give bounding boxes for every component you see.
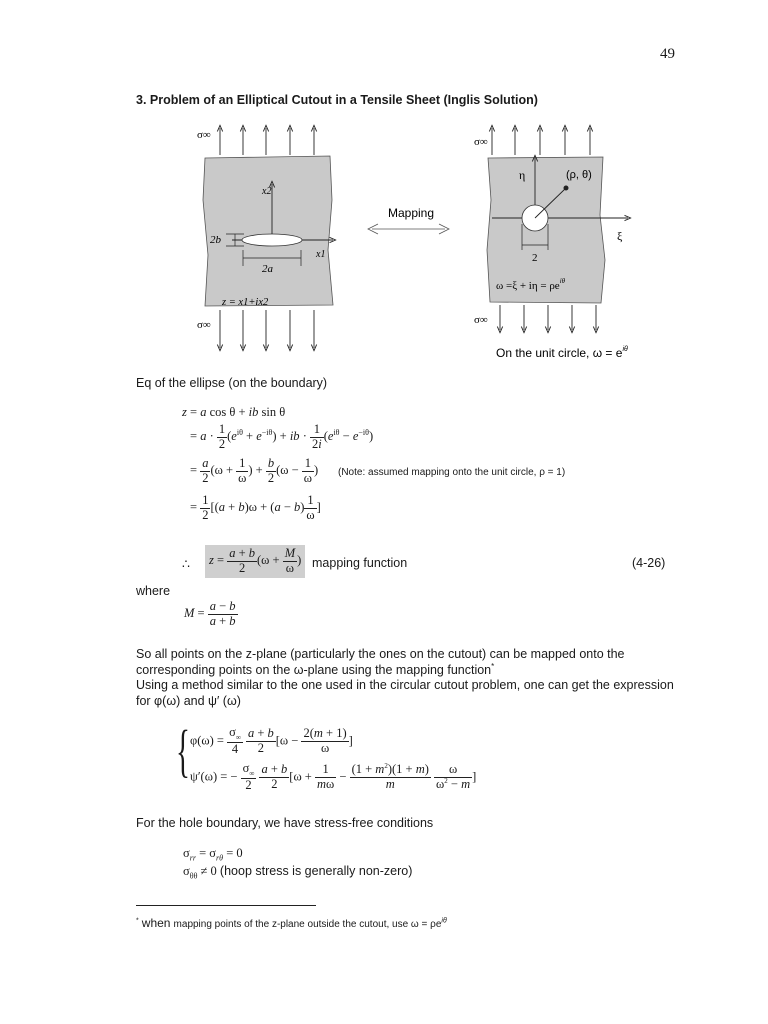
paragraph-1-line-1: So all points on the z-plane (particularly the ones on the cutout) can be mapped onto the	[136, 647, 625, 661]
right-sigma-top: σ∞	[474, 136, 488, 148]
x1-label: x1	[316, 249, 326, 260]
paragraph-1-line-2: corresponding points on the ω-plane using the mapping function*	[136, 662, 495, 678]
rho-theta-label: (ρ, θ)	[566, 169, 592, 181]
elliptical-cutout	[242, 234, 302, 246]
bc-hoop-stress: $\sigma_{\theta\theta} \ne 0$ (hoop stress is generally non-zero)	[183, 864, 413, 881]
left-plate	[203, 156, 333, 306]
omega-equation-label: $\omega =\xi + i\eta = \rho e^{i\theta}$	[496, 277, 566, 292]
therefore-symbol: ∴	[182, 557, 190, 571]
x2-label: x2	[262, 186, 272, 197]
footnote-rule	[136, 905, 316, 906]
2b-label: 2b	[210, 234, 221, 246]
right-sigma-bottom: σ∞	[474, 314, 488, 326]
right-top-arrows	[492, 128, 590, 155]
section-heading: 3. Problem of an Elliptical Cutout in a Tensile Sheet (Inglis Solution)	[136, 93, 538, 107]
xi-label: ξ	[617, 229, 623, 243]
hole-boundary-text: For the hole boundary, we have stress-free conditions	[136, 816, 434, 830]
equation-line-2: = a · $\frac{1}{2}$ $(e^{i\theta} + e^{-i\theta})$ + ib · $\frac{1}{2i}$ $(e^{i\theta} - e^{-i\theta})$	[190, 422, 374, 451]
left-bottom-arrows	[220, 310, 314, 348]
mapping-function-label: mapping function	[312, 556, 408, 570]
M-definition: M = $\frac{a - b}{a + b}$	[184, 599, 236, 628]
equation-line-1: z = a cos θ + ib sin θ	[182, 405, 286, 419]
figure-caption: On the unit circle, $\omega = e^{i\theta}$	[496, 346, 628, 360]
page-number: 49	[660, 46, 675, 62]
mapping-figure	[0, 0, 768, 380]
bc-shear-radial: $\sigma_{rr} = \sigma_{r\theta} = 0$	[183, 846, 243, 863]
paragraph-2-line-1: Using a method similar to the one used in the circular cutout problem, one can get the expression	[136, 678, 674, 692]
rho-point	[564, 186, 569, 191]
left-sigma-bottom: σ∞	[197, 319, 211, 331]
right-bottom-arrows	[500, 305, 596, 330]
left-top-arrows	[220, 128, 314, 155]
2a-label: 2a	[262, 263, 273, 275]
circle-diameter-label: 2	[532, 252, 538, 264]
mapping-note: (Note: assumed mapping onto the unit circle, ρ = 1)	[338, 467, 566, 478]
equation-line-3: = $\frac{a}{2}$ (ω + $\frac{1}{\omega}$ ) + $\frac{b}{2}$ (ω − $\frac{1}{\omega}$ )	[190, 456, 319, 485]
equation-line-4: = $\frac{1}{2}$ [(a + b)ω + (a − b) $\frac{1}{\omega}$ ]	[190, 493, 321, 522]
eta-label: η	[519, 168, 526, 182]
equation-number: (4-26)	[632, 556, 666, 570]
paragraph-2-line-2: for φ(ω) and ψ′ (ω)	[136, 694, 241, 708]
mapping-function-equation: z = $\frac{a + b}{2}$ (ω + $\frac{M}{\omega}$ )	[205, 545, 305, 578]
left-sigma-top: σ∞	[197, 129, 211, 141]
footnote: * when mapping points of the z-plane outside the cutout, use $\omega = \rho e^{i\theta}$	[136, 916, 447, 930]
phi-equation: φ(ω) = $\frac{\sigma_\infty}{4}$ $\frac{a + b}{2}$ [ω − $\frac{2(m + 1)}{\omega}$ ]	[190, 725, 353, 757]
z-equation-label: z = x1+ix2	[222, 297, 269, 308]
where-label: where	[136, 584, 171, 598]
mapping-label: Mapping	[388, 206, 435, 220]
system-brace: {	[176, 718, 190, 783]
eq-intro: Eq of the ellipse (on the boundary)	[136, 376, 328, 390]
psi-equation: ψ′(ω) = − $\frac{\sigma_\infty}{2}$ $\frac{a + b}{2}$ [ω + $\frac{1}{m\omega}$ − $\frac{(1 + m^2)(1 + m)}{m}$ $\frac{\omega}{\omega^2 - m}$ ]	[190, 761, 477, 793]
